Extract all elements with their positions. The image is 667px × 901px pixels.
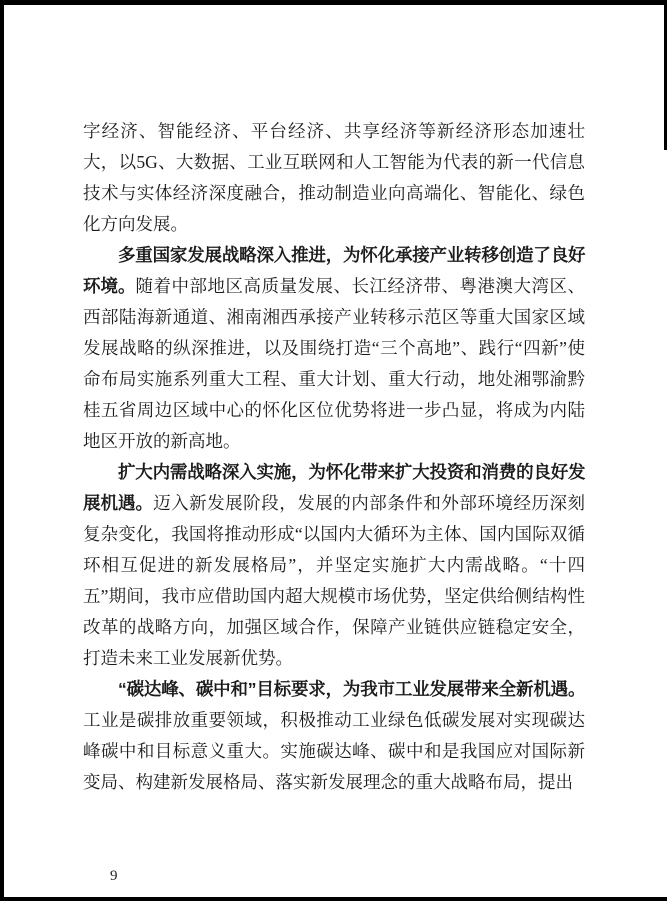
paragraph-body: 迈入新发展阶段，发展的内部条件和外部环境经历深刻复杂变化，我国将推动形成“以国内大循环为主体、国内国际双循环相互促进的新发展格局”，并坚定实施扩大内需战略。“十四五”期间，我市应借助国内超大规模市场优势，坚定供给侧结构性改革的战略方向，加强区域合作，保障产业链供应链稳定安全，打造未来工业发展新优势。 [83,493,586,668]
scan-edge-top [0,0,667,5]
paragraph-body: 字经济、智能经济、平台经济、共享经济等新经济形态加速壮大，以5G、大数据、工业互联网和人工智能为代表的新一代信息技术与实体经济深度融合，推动制造业向高端化、智能化、绿色化方向发展。 [83,121,585,234]
paragraph-body: 随着中部地区高质量发展、长江经济带、粤港澳大湾区、西部陆海新通道、湘南湘西承接产业转移示范区等重大国家区域发展战略的纵深推进，以及围绕打造“三个高地”、践行“四新”使命布局实施系列重大工程、重大计划、重大行动，地处湘鄂渝黔桂五省周边区域中心的怀化区位优势将进一步凸显，将成为内陆地区开放的新高地。 [83,276,585,451]
paragraph-lead: 多重国家发展战略深入推进，为怀化承接产业转移创造了良好环境。 [83,245,585,296]
paragraph [83,116,585,240]
paragraph-lead: 扩大内需战略深入实施，为怀化带来扩大投资和消费的良好发展机遇。 [83,462,585,513]
page-number: 9 [110,868,118,884]
paragraph [83,457,585,674]
paragraph [83,674,585,798]
scan-edge-bottom [0,897,667,901]
text-body [83,116,585,798]
scan-edge-left [0,0,4,901]
paragraph-lead: “碳达峰、碳中和”目标要求，为我市工业发展带来全新机遇。 [118,679,585,699]
paragraph [83,240,585,457]
paragraph-body: 工业是碳排放重要领域，积极推动工业绿色低碳发展对实现碳达峰碳中和目标意义重大。实施碳达峰、碳中和是我国应对国际新变局、构建新发展格局、落实新发展理念的重大战略布局，提出 [83,710,585,792]
